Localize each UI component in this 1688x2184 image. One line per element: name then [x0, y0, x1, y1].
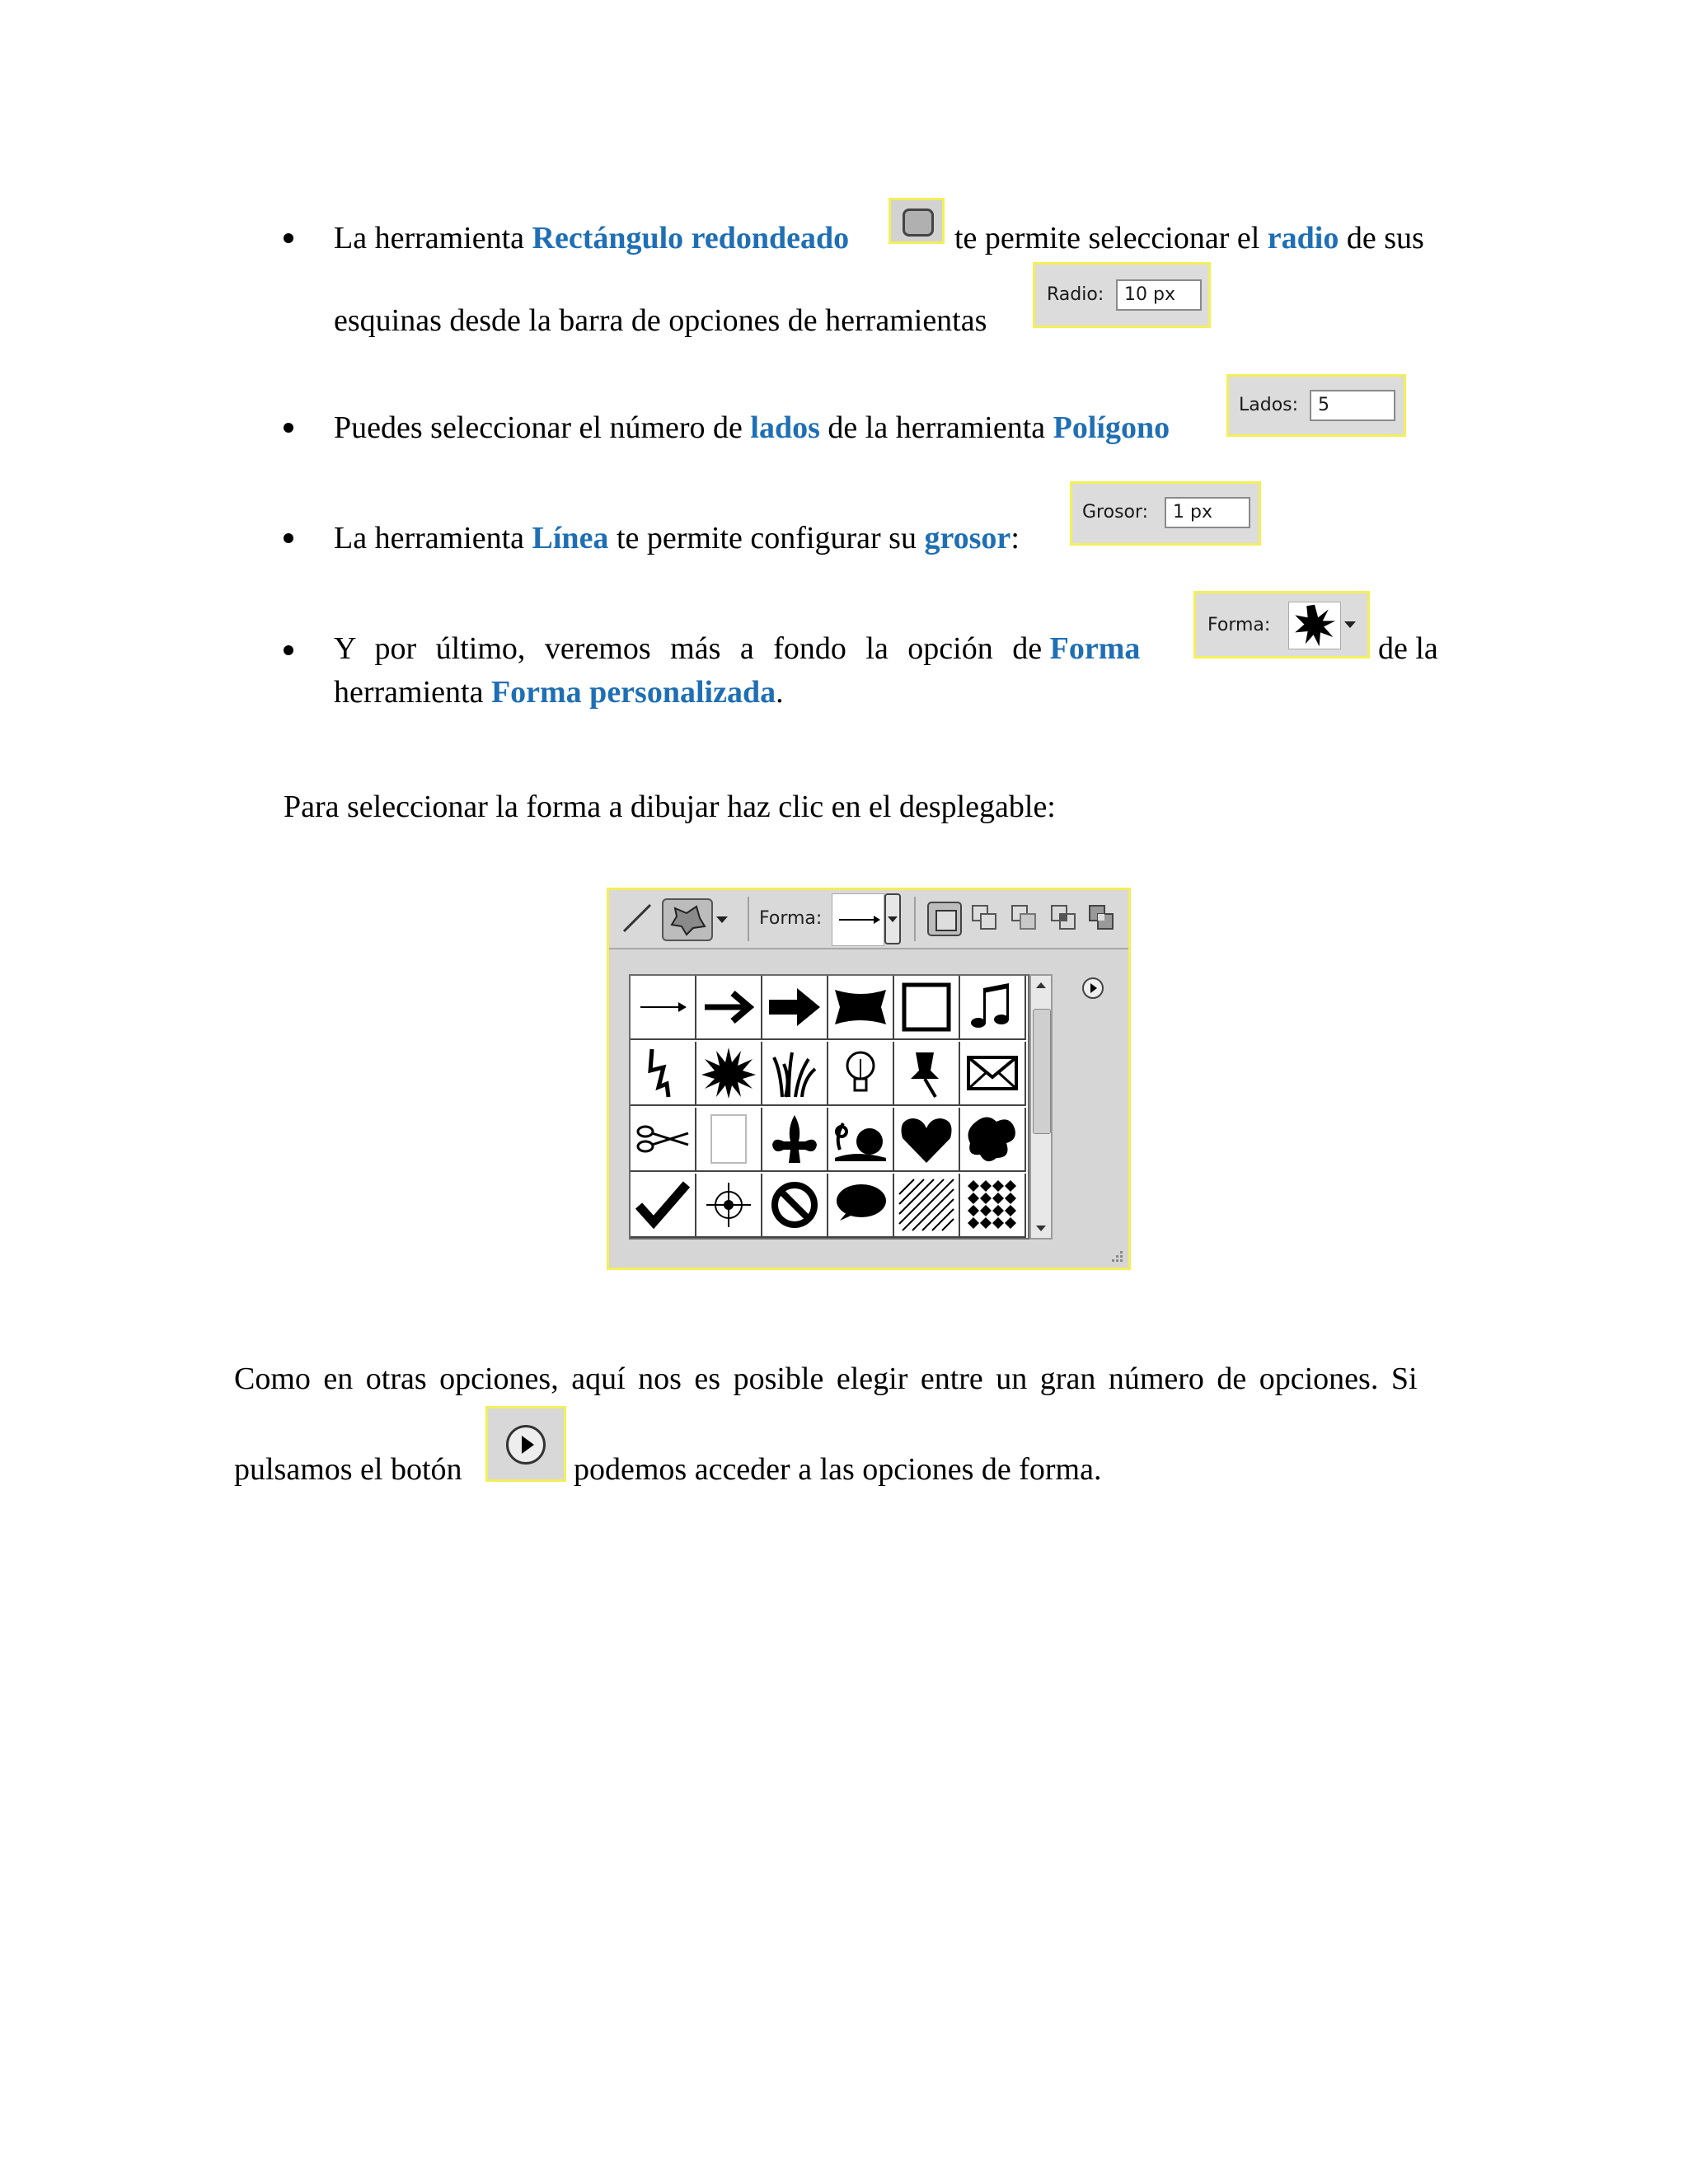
shape-music-note[interactable] — [960, 976, 1026, 1040]
bullet-2-text: Puedes seleccionar el número de lados de la herramienta Polígono — [334, 410, 1170, 445]
create-new-layer-icon[interactable] — [927, 902, 962, 936]
music-note-icon — [964, 980, 1021, 1034]
lados-option — [1226, 374, 1406, 437]
frame-icon — [898, 980, 955, 1034]
bullet-1-line-1-cont: te permite seleccionar el radio de sus — [954, 221, 1424, 255]
shape-envelope[interactable] — [960, 1042, 1026, 1106]
arrow-thin-icon — [634, 980, 692, 1034]
shape-pushpin[interactable] — [894, 1042, 960, 1106]
no-symbol-icon — [766, 1178, 823, 1232]
exclude-overlap-icon[interactable] — [1087, 903, 1117, 933]
radio-option — [1033, 262, 1211, 328]
shape-starburst[interactable] — [696, 1042, 762, 1106]
lados-field: 5 — [1310, 390, 1395, 421]
grosor-option — [1070, 481, 1261, 546]
dropdown-arrow-button[interactable] — [884, 893, 901, 944]
forma-option — [1193, 591, 1370, 658]
shape-scissors[interactable] — [631, 1108, 696, 1172]
blob-icon — [964, 1112, 1021, 1166]
bullet-dot — [284, 233, 293, 243]
bullet-1-line-2: esquinas desde la barra de opciones de herramientas — [334, 303, 987, 338]
forma-label: Forma: — [759, 908, 823, 929]
shape-arrow-thin[interactable] — [631, 976, 696, 1040]
banner-icon — [832, 980, 889, 1034]
shape-hatch[interactable] — [894, 1174, 960, 1238]
menu-arrow-button[interactable] — [1082, 977, 1104, 999]
chevron-down-icon — [1344, 621, 1356, 628]
lightbulb-icon — [832, 1046, 889, 1100]
shape-checkmark[interactable] — [631, 1174, 696, 1238]
bullet-dot — [284, 645, 293, 655]
crosshair-icon — [700, 1178, 757, 1232]
scissors-icon — [634, 1112, 692, 1166]
shape-crosshair[interactable] — [696, 1174, 762, 1238]
checkmark-icon — [634, 1178, 692, 1232]
shape-speech-bubble[interactable] — [828, 1174, 894, 1238]
intersect-area-icon[interactable] — [1049, 903, 1079, 933]
shape-lightbulb[interactable] — [828, 1042, 894, 1106]
scroll-thumb[interactable] — [1033, 1009, 1051, 1134]
grosor-field: 1 px — [1165, 497, 1250, 528]
scrollbar[interactable] — [1029, 974, 1053, 1240]
arrow-bold-icon — [766, 980, 823, 1034]
options-menu-button — [485, 1406, 566, 1482]
resize-grip-icon[interactable] — [1109, 1248, 1125, 1264]
shape-banner[interactable] — [828, 976, 894, 1040]
rounded-rect-tool-icon — [889, 198, 945, 244]
shape-arrow-medium[interactable] — [696, 976, 762, 1040]
paragraph-conclusion-line-1: Como en otras opciones, aquí nos es posible elegir entre un gran número de opciones. Si — [234, 1361, 1418, 1396]
line-tool-icon — [621, 902, 654, 935]
shape-blank-page[interactable] — [696, 1108, 762, 1172]
snail-icon — [832, 1112, 889, 1166]
shape-fleur-de-lis[interactable] — [762, 1108, 828, 1172]
bullet-1-line-1: La herramienta Rectángulo redondeado — [334, 221, 850, 255]
radio-label: Radio: — [1047, 284, 1104, 305]
bullet-4-line-2: herramienta Forma personalizada. — [334, 675, 784, 710]
grosor-label: Grosor: — [1082, 502, 1149, 523]
heart-icon — [898, 1112, 955, 1166]
paragraph-intro: Para seleccionar la forma a dibujar haz clic en el desplegable: — [284, 790, 1056, 824]
paragraph-conclusion-line-2a: pulsamos el botón — [234, 1452, 462, 1487]
custom-shape-tool-icon — [662, 898, 713, 941]
shape-grass[interactable] — [762, 1042, 828, 1106]
shape-heart[interactable] — [894, 1108, 960, 1172]
scroll-down-icon[interactable] — [1036, 1226, 1046, 1231]
options-bar — [609, 890, 1128, 949]
bullet-dot — [284, 533, 293, 543]
fleur-de-lis-icon — [766, 1112, 823, 1166]
forma-label: Forma: — [1207, 615, 1271, 635]
bullet-dot — [284, 423, 293, 433]
lados-label: Lados: — [1239, 395, 1299, 415]
shape-blob[interactable] — [960, 1108, 1026, 1172]
radio-field: 10 px — [1116, 279, 1202, 311]
bullet-3-text: La herramienta Línea te permite configurar su grosor: — [334, 521, 1020, 555]
checker-icon — [964, 1178, 1021, 1232]
chevron-down-icon — [716, 916, 728, 923]
shape-no-symbol[interactable] — [762, 1174, 828, 1238]
lightning-icon — [634, 1046, 692, 1100]
pushpin-icon — [898, 1046, 955, 1100]
bullet-4-line-1: Y por último, veremos más a fondo la opción de Forma — [334, 631, 1141, 666]
subtract-area-icon[interactable] — [1010, 903, 1039, 933]
paragraph-conclusion-line-2b: podemos acceder a las opciones de forma. — [574, 1452, 1102, 1487]
starburst-icon — [700, 1046, 757, 1100]
play-circle-icon — [506, 1425, 546, 1465]
separator — [914, 897, 916, 941]
shape-arrow-bold[interactable] — [762, 976, 828, 1040]
shape-grid — [629, 974, 1029, 1240]
separator — [748, 897, 749, 941]
shape-lightning[interactable] — [631, 1042, 696, 1106]
starburst-icon — [1288, 602, 1341, 649]
hatch-icon — [898, 1178, 955, 1232]
add-area-icon[interactable] — [970, 903, 1000, 933]
shape-frame[interactable] — [894, 976, 960, 1040]
blank-page-icon — [700, 1112, 757, 1166]
scroll-up-icon[interactable] — [1036, 982, 1046, 988]
bullet-4-line-1-end: de la — [1378, 631, 1438, 666]
grass-icon — [766, 1046, 823, 1100]
speech-bubble-icon — [832, 1178, 889, 1232]
shape-snail[interactable] — [828, 1108, 894, 1172]
envelope-icon — [964, 1046, 1021, 1100]
arrow-medium-icon — [700, 980, 757, 1034]
shape-dropdown[interactable] — [832, 893, 884, 946]
shape-picker-panel — [607, 888, 1131, 1270]
shape-checker[interactable] — [960, 1174, 1026, 1238]
